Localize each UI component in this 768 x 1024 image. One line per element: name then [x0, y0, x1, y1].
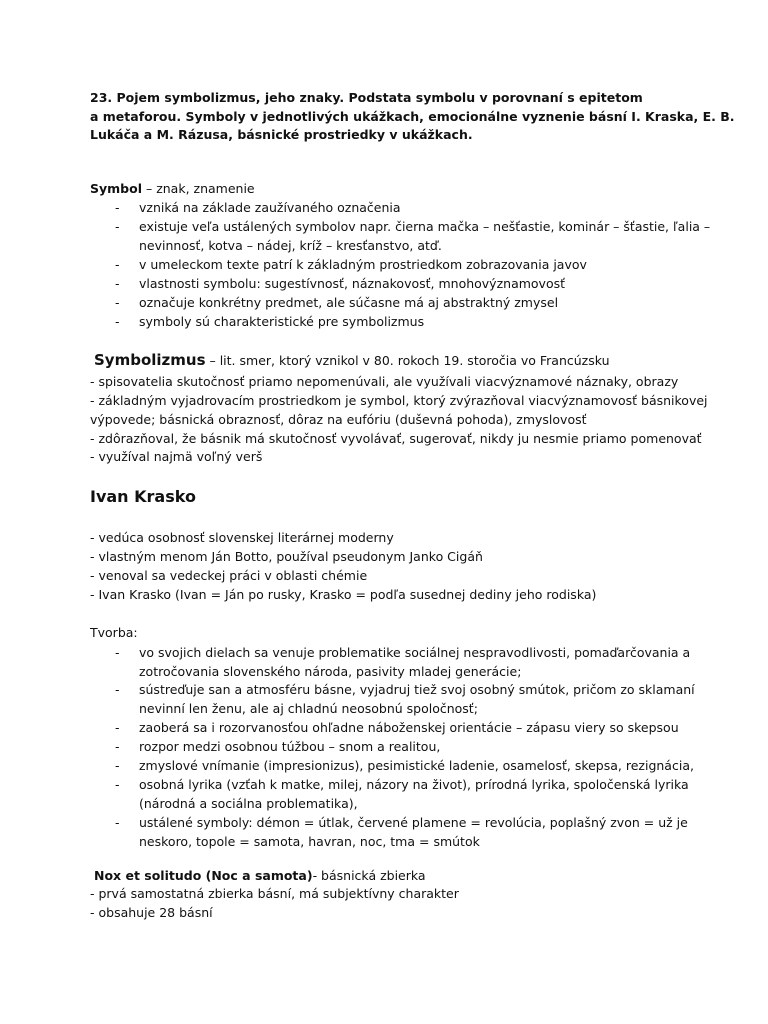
collection-title-rest: - básnická zbierka — [312, 868, 426, 883]
list-dash: - — [115, 645, 120, 660]
tvorba-label: Tvorba: — [90, 625, 138, 640]
list-item: symboly sú charakteristické pre symbolizmus — [139, 314, 425, 329]
symbol-term: Symbol — [90, 181, 142, 196]
list-item: osobná lyrika (vzťah k matke, milej, názory na život), prírodná lyrika, spoločenská lyrika (národná a sociálna problematika), — [139, 777, 689, 811]
text-line: - základným vyjadrovacím prostriedkom je symbol, ktorý zvýrazňoval viacvýznamovosť básnikovej — [90, 393, 708, 408]
list-dash: - — [115, 314, 120, 329]
collection-heading — [94, 868, 426, 884]
list-item: sústreďuje san a atmosféru básne, vyjadruj tiež svoj osobný smútok, pričom zo sklamaní nevinní len ženu, ale aj chladnú neosobnú spoločnosť; — [139, 682, 695, 716]
list-item: rozpor medzi osobnou túžbou – snom a realitou, — [139, 739, 441, 754]
list-dash: - — [115, 295, 120, 310]
list-dash: - — [115, 200, 120, 215]
list-dash: - — [115, 720, 120, 735]
list-dash: - — [115, 777, 120, 792]
list-item: označuje konkrétny predmet, ale súčasne má aj abstraktný zmysel — [139, 295, 559, 310]
text-line: - spisovatelia skutočnosť priamo nepomenúvali, ale využívali viacvýznamové náznaky, obrazy — [90, 374, 679, 389]
symbolizmus-term: Symbolizmus — [94, 351, 206, 369]
heading-line: 23. Pojem symbolizmus, jeho znaky. Podstata symbolu v porovnaní s epitetom — [90, 90, 643, 105]
list-dash: - — [115, 257, 120, 272]
text-line: - využíval najmä voľný verš — [90, 449, 263, 464]
symbol-definition-text: – znak, znamenie — [142, 181, 255, 196]
text-line: - prvá samostatná zbierka básní, má subjektívny charakter — [90, 886, 459, 901]
symbolizmus-definition-text: – lit. smer, ktorý vznikol v 80. rokoch 19. storočia vo Francúzsku — [205, 353, 610, 368]
list-dash: - — [115, 758, 120, 773]
collection-title: Nox et solitudo (Noc a samota) — [94, 868, 313, 883]
section-title: Ivan Krasko — [90, 487, 196, 506]
text-line: - zdôrazňoval, že básnik má skutočnosť vyvolávať, sugerovať, nikdy ju nesmie priamo pomenovať — [90, 431, 702, 446]
list-dash: - — [115, 815, 120, 830]
text-line: - vlastným menom Ján Botto, používal pseudonym Janko Cigáň — [90, 549, 483, 564]
list-dash: - — [115, 739, 120, 754]
list-dash: - — [115, 276, 120, 291]
symbol-definition — [90, 181, 255, 197]
list-item: zmyslové vnímanie (impresionizus), pesimistické ladenie, osamelosť, skepsa, rezignácia, — [139, 758, 694, 773]
symbolizmus-definition — [94, 352, 610, 369]
heading-line: Lukáča a M. Rázusa, básnické prostriedky v ukážkach. — [90, 127, 473, 142]
list-item: ustálené symboly: démon = útlak, červené plamene = revolúcia, poplašný zvon = už je neskoro, topole = samota, havran, noc, tma = smútok — [139, 815, 688, 849]
list-dash: - — [115, 219, 120, 234]
list-item: vo svojich dielach sa venuje problematike sociálnej nespravodlivosti, pomaďarčovania a zotročovania slovenského národa, pasivity mladej generácie; — [139, 645, 691, 679]
text-line: - obsahuje 28 básní — [90, 905, 213, 920]
heading-line: a metaforou. Symboly v jednotlivých ukážkach, emocionálne vyznenie básní I. Kraska, E. B. — [90, 108, 735, 124]
list-item: v umeleckom texte patrí k základným prostriedkom zobrazovania javov — [139, 257, 587, 272]
text-line: výpovede; básnická obraznosť, dôraz na eufóriu (duševná pohoda), zmyslovosť — [90, 412, 587, 427]
list-dash: - — [115, 682, 120, 697]
list-item: vlastnosti symbolu: sugestívnosť, náznakovosť, mnohovýznamovosť — [139, 276, 566, 291]
text-line: - vedúca osobnosť slovenskej literárnej moderny — [90, 530, 394, 545]
list-item: zaoberá sa i rozorvanosťou ohľadne náboženskej orientácie – zápasu viery so skepsou — [139, 720, 679, 735]
text-line: - Ivan Krasko (Ivan = Ján po rusky, Krasko = podľa susednej dediny jeho rodiska) — [90, 587, 597, 602]
list-item: vzniká na základe zaužívaného označenia — [139, 200, 401, 215]
list-item: existuje veľa ustálených symbolov napr. čierna mačka – nešťastie, kominár – šťastie, ľalia – nevinnosť, kotva – nádej, kríž – kresťanstvo, atď. — [139, 219, 711, 253]
text-line: - venoval sa vedeckej práci v oblasti chémie — [90, 568, 368, 583]
question-heading — [90, 89, 735, 145]
